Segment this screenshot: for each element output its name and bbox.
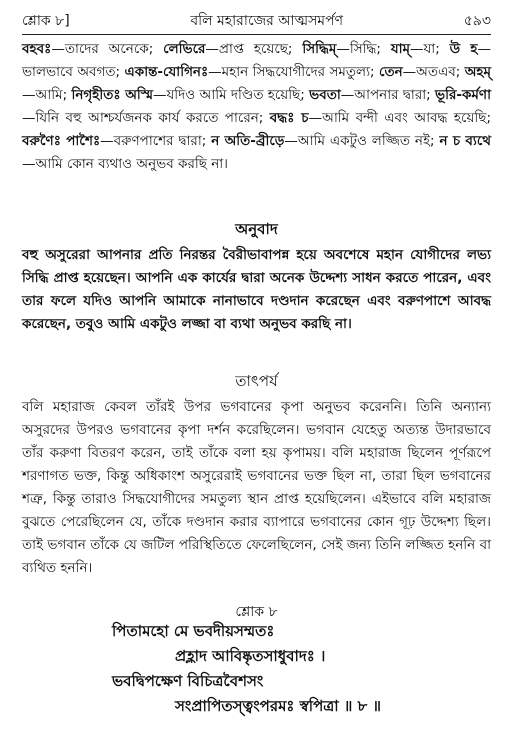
verse-line-1: পিতামহো মে ভবদীয়সম্মতঃ — [112, 622, 275, 640]
synonym-meaning: —অতএব; — [402, 64, 465, 80]
synonym-meaning: —আমি একটুও লজ্জিত নই; — [284, 133, 440, 149]
header-verse-ref: শ্লোক ৮] — [22, 13, 70, 29]
synonym-meaning: —আমি কোন ব্যথাও অনুভব করছি না। — [22, 156, 229, 172]
synonym-word: লেভিরে — [163, 41, 206, 57]
synonym-meaning: —বরুণপাশের দ্বারা; — [100, 133, 212, 149]
page-header — [22, 10, 491, 32]
synonym-word: উ হ — [449, 41, 478, 57]
synonym-word: সিদ্ধিম্‌ — [302, 41, 337, 57]
synonym-meaning: —আপনার দ্বারা; — [340, 87, 436, 103]
synonym-word: বদ্ধঃ চ — [269, 110, 309, 126]
purport-heading: তাৎপর্য — [235, 372, 278, 390]
header-chapter-title: বলি মহারাজের আত্মসমর্পণ — [190, 13, 344, 29]
synonym-meaning: —সিদ্ধি; — [336, 41, 391, 57]
synonyms-paragraph — [22, 38, 491, 176]
synonym-word: বহবঃ — [22, 41, 52, 57]
synonym-meaning: —যদিও আমি দণ্ডিত হয়েছি; — [153, 87, 310, 103]
verse-line-2: প্রহ্লাদ আবিষ্কৃতসাধুবাদঃ । — [175, 647, 326, 665]
page-number: ৫৯৩ — [463, 13, 491, 29]
synonym-meaning: —প্রাপ্ত হয়েছে; — [205, 41, 303, 57]
synonym-word: অহম্‌ — [464, 64, 491, 80]
verse-heading: শ্লোক ৮ — [235, 604, 278, 620]
translation-text: বহু অসুরেরা আপনার প্রতি নিরন্তর বৈরীভাবাপন্ন হয়ে অবশেষে মহান যোগীদের লভ্য সিদ্ধি প্রাপ্ত হয়েছেন। আপনি এক কার্যের দ্বারা অনেক উদ্দেশ্য সাধন করতে পারেন, এবং তার ফলে যদিও আপনি আমাকে নানাভাবে দণ্ডদান করেছেন এবং বরুণপাশে আবদ্ধ করেছেন, তবুও আমি একটুও লজ্জা বা ব্যথা অনুভব করছি না। — [22, 247, 491, 332]
synonym-word: তেন — [378, 64, 403, 80]
synonym-meaning: —যা; — [410, 41, 450, 57]
synonym-meaning: —তাদের অনেকে; — [51, 41, 164, 57]
synonym-word: ভূরি-কর্মণা — [435, 87, 492, 103]
synonym-word: ন অতি-ব্রীড়ে — [211, 133, 285, 149]
header-rule — [22, 34, 491, 35]
translation-heading: অনুবাদ — [235, 220, 278, 238]
verse-line-3: ভবদ্বিপক্ষেণ বিচিত্রবৈশসং — [112, 672, 264, 690]
synonym-word: ভবতা — [309, 87, 341, 103]
synonym-meaning: —আমি; — [22, 87, 72, 103]
synonym-meaning: —আমি বন্দী এবং আবদ্ধ হয়েছি; — [308, 110, 491, 126]
synonym-word: ন চ ব্যথে — [439, 133, 491, 149]
synonym-meaning: —ভালভাবে অবগত; — [22, 41, 491, 80]
synonym-word: একান্ত-যোগিনঃ — [124, 64, 209, 80]
purport-text: বলি মহারাজ কেবল তাঁরই উপর ভগবানের কৃপা অনুভব করেননি। তিনি অন্যান্য অসুরদের উপরও ভগবানের কৃপা দর্শন করেছিলেন। ভগবান যেহেতু অত্যন্ত উদারভাবে তাঁর করুণা বিতরণ করেন, তাই তাঁকে বলা হয় কৃপাময়। বলি মহারাজ ছিলেন পূর্ণরূপে শরণাগত ভক্ত, কিন্তু অধিকাংশ অসুরেরাই ভগবানের ভক্ত ছিল না, তারা ছিল ভগবানের শত্রু, কিন্তু তারাও সিদ্ধযোগীদের সমতুল্য স্থান প্রাপ্ত হয়েছিলেন। এইভাবে বলি মহারাজ বুঝতে পেরেছিলেন যে, তাঁকে দণ্ডদান করার ব্যাপারে ভগবানের কোন গূঢ় উদ্দেশ্য ছিল। তাই ভগবান তাঁকে যে জটিল পরিস্থিতিতে ফেলেছিলেন, সেই জন্য তিনি লজ্জিত হননি বা ব্যথিত হননি। — [22, 399, 491, 576]
synonym-word: যাম্‌ — [390, 41, 411, 57]
synonym-meaning: —মহান সিদ্ধযোগীদের সমতুল্য; — [208, 64, 379, 80]
synonym-word: নিগৃহীতঃ অস্মি — [71, 87, 154, 103]
synonym-meaning: —যিনি বহু আশ্চর্যজনক কার্য করতে পারেন; — [22, 110, 270, 126]
verse-line-4: সংপ্রাপিতস্ত্বংপরমঃ স্বপিত্রা ॥ ৮ ॥ — [175, 697, 381, 715]
synonym-word: বরুণৈঃ পাশৈঃ — [22, 133, 101, 149]
